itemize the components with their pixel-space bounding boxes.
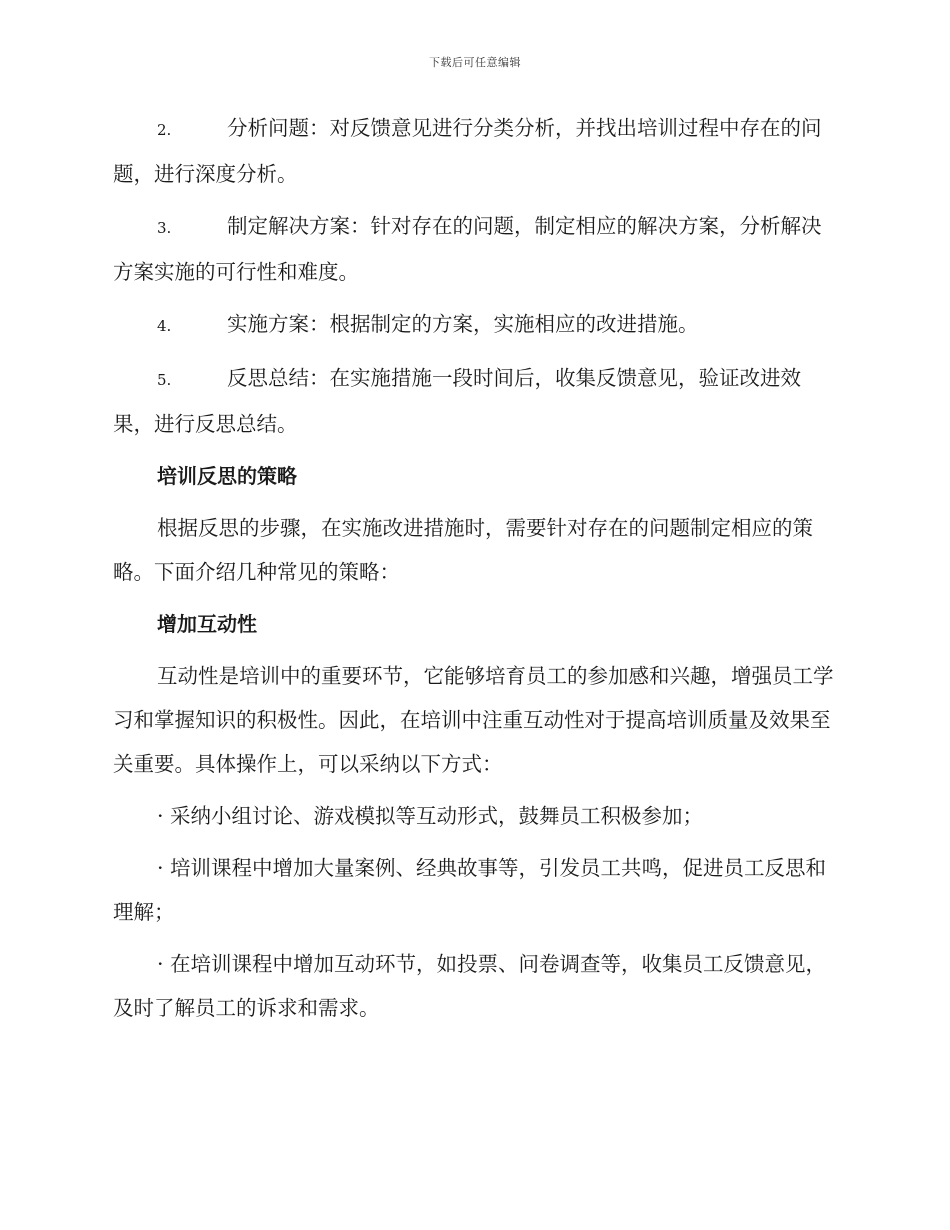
step-text: 制定解决方案：针对存在的问题，制定相应的解决方案，分析解决方案实施的可行性和难度。 xyxy=(113,214,822,284)
step-item-2 xyxy=(113,106,835,196)
step-text: 分析问题：对反馈意见进行分类分析，并找出培训过程中存在的问题，进行深度分析。 xyxy=(113,116,822,186)
section-heading-interactivity: 增加互动性 xyxy=(157,612,257,636)
document-body xyxy=(113,106,835,1038)
section-heading-strategies: 培训反思的策略 xyxy=(157,464,297,488)
bullet-item: · 采纳小组讨论、游戏模拟等互动形式，鼓舞员工积极参加； xyxy=(157,804,704,828)
step-text: 反思总结：在实施措施一段时间后，收集反馈意见，验证改进效果，进行反思总结。 xyxy=(113,366,801,436)
step-item-3 xyxy=(113,204,835,294)
bullet-item: · 在培训课程中增加互动环节，如投票、问卷调查等，收集员工反馈意见，及时了解员工的诉求和需求。 xyxy=(113,952,827,1020)
page-header: 下载后可任意编辑 xyxy=(429,56,521,69)
step-number: 4. xyxy=(157,317,172,335)
step-item-5 xyxy=(113,356,835,446)
step-number: 3. xyxy=(157,219,172,237)
section-paragraph-interactivity: 互动性是培训中的重要环节，它能够培育员工的参加感和兴趣，增强员工学习和掌握知识的积极性。因此，在培训中注重互动性对于提高培训质量及效果至关重要。具体操作上，可以采纳以下方式： xyxy=(113,664,834,776)
step-item-4 xyxy=(113,302,835,348)
step-number: 5. xyxy=(157,371,172,389)
step-number: 2. xyxy=(157,121,172,139)
section-paragraph-strategies: 根据反思的步骤，在实施改进措施时，需要针对存在的问题制定相应的策略。下面介绍几种常见的策略： xyxy=(113,516,813,584)
step-text: 实施方案：根据制定的方案，实施相应的改进措施。 xyxy=(227,312,699,336)
bullet-item: · 培训课程中增加大量案例、经典故事等，引发员工共鸣，促进员工反思和理解； xyxy=(113,856,827,924)
